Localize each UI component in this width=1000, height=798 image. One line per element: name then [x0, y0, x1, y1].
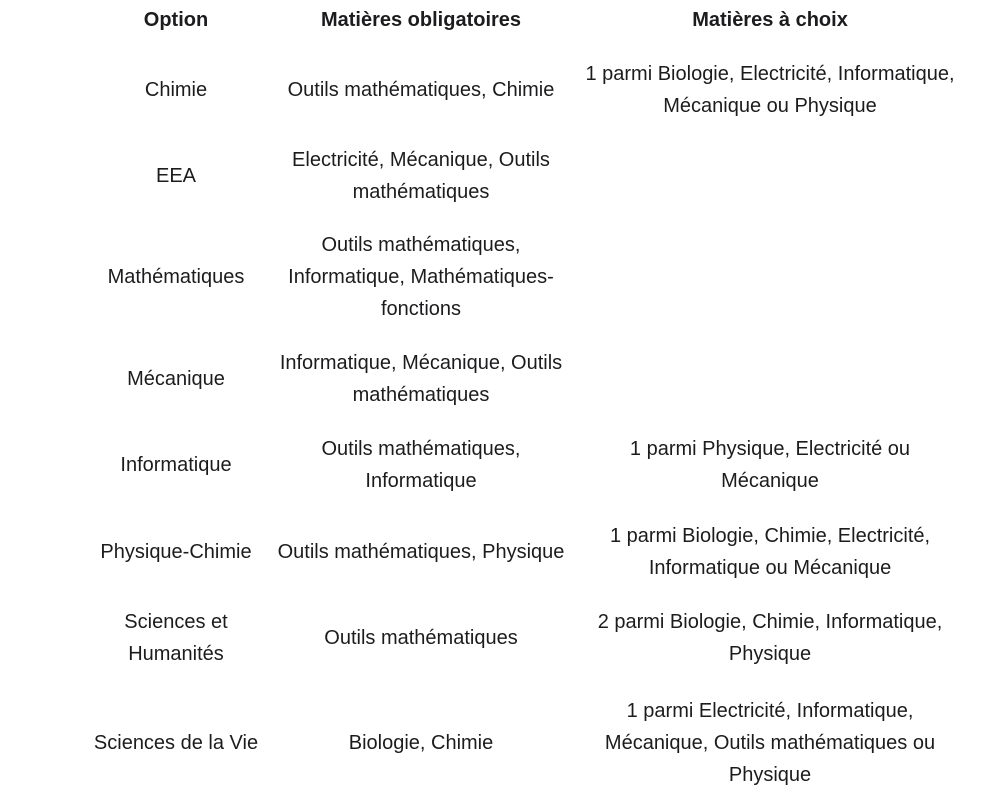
header-matieres-a-choix: Matières à choix	[692, 9, 848, 31]
cell-choix: 1 parmi Biologie, Chimie, Electricité, Informatique ou Mécanique	[609, 524, 931, 579]
cell-choix	[580, 342, 960, 415]
table-body	[90, 40, 960, 798]
table-row	[90, 342, 960, 415]
table-row	[90, 212, 960, 342]
header-option: Option	[143, 9, 209, 31]
cell-obligatoires: Outils mathématiques	[324, 627, 518, 649]
cell-option: Mécanique	[127, 367, 225, 390]
cell-option: Sciences et Humanités	[124, 611, 228, 665]
table-header	[90, 0, 960, 40]
cell-choix: 1 parmi Physique, Electricité ou Mécanique	[629, 438, 911, 492]
cell-choix	[580, 212, 960, 342]
cell-option: Physique-Chimie	[100, 540, 252, 563]
table-row	[90, 140, 960, 212]
cell-obligatoires: Outils mathématiques, Physique	[277, 540, 565, 563]
cell-obligatoires: Outils mathématiques, Informatique	[321, 438, 521, 492]
table-row	[90, 40, 960, 140]
cell-choix: 1 parmi Electricité, Informatique, Mécanique, Outils mathématiques ou Physique	[604, 700, 936, 786]
table-row	[90, 688, 960, 798]
cell-option: Informatique	[120, 454, 232, 476]
cell-obligatoires: Outils mathématiques, Informatique, Mathématiques-fonctions	[288, 234, 554, 320]
table-row	[90, 588, 960, 688]
cell-choix: 1 parmi Biologie, Electricité, Informatique, Mécanique ou Physique	[585, 63, 955, 117]
options-table	[90, 0, 960, 798]
header-matieres-obligatoires: Matières obligatoires	[320, 9, 522, 31]
table-row	[90, 415, 960, 515]
cell-choix: 2 parmi Biologie, Chimie, Informatique, Physique	[597, 611, 943, 665]
cell-obligatoires: Outils mathématiques, Chimie	[287, 79, 555, 101]
cell-obligatoires: Electricité, Mécanique, Outils mathématiques	[292, 149, 550, 203]
cell-obligatoires: Biologie, Chimie	[348, 732, 494, 754]
cell-option: Chimie	[144, 79, 208, 101]
cell-option: EEA	[155, 165, 197, 187]
table-row	[90, 515, 960, 588]
cell-obligatoires: Informatique, Mécanique, Outils mathématiques	[279, 351, 563, 406]
cell-option: Sciences de la Vie	[93, 732, 259, 754]
cell-choix	[580, 140, 960, 212]
cell-option: Mathématiques	[107, 266, 245, 288]
header-row	[90, 0, 960, 40]
